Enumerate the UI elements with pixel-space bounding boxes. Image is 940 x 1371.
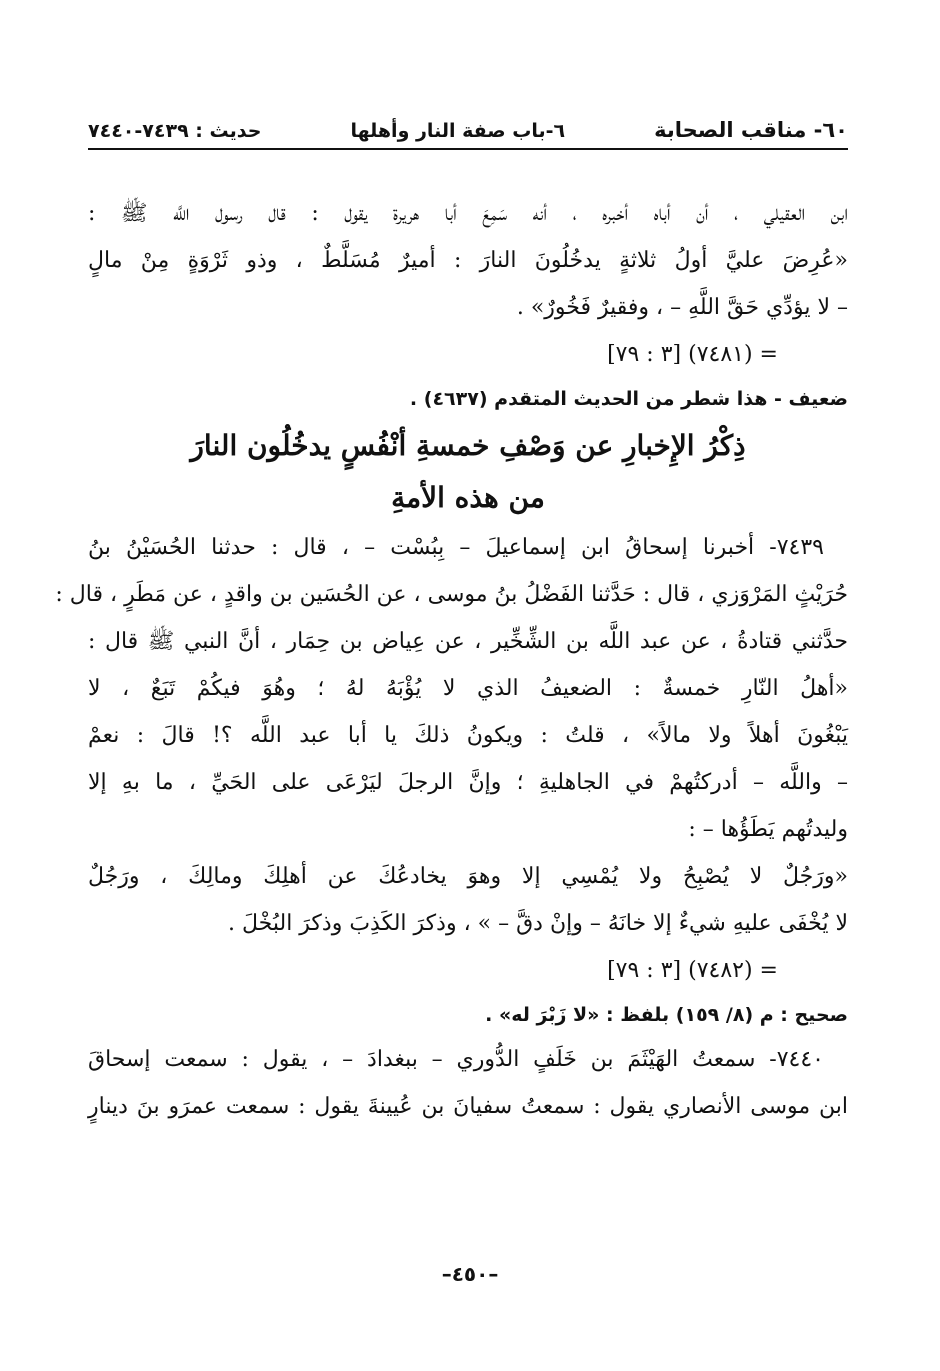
text-line: – لا يؤدِّي حَقَّ اللَّهِ – ، وفقيرٌ فَخُورٌ» . [516,295,848,320]
header-rule [88,148,848,150]
hadith-line: حُرَيْثٍ المَرْوَزي ، قال : حَدَّثنا الفَضْلُ بنُ موسى ، عن الحُسَين بن واقدٍ ، عن مَطَرٍ ، قال : [55,582,848,607]
hadith-line: ٧٤٤٠- سمعتُ الهَيْثَمَ بن خَلَفٍ الدُّوري – ببغدادَ – ، يقول : سمعت إسحاقَ [88,1047,824,1072]
hadith-line: – واللَّه – أدركتُهمْ في الجاهليةِ ؛ وإنَّ الرجلَ ليَرْعَى على الحَيِّ ، ما بهِ إلا [88,770,848,795]
running-header [88,108,848,142]
hadith-line: «أهلُ النّارِ خمسةٌ : الضعيفُ الذي لا يُؤْبَهُ لهُ ؛ وهُوَ فيكُمْ تَبَعٌ ، لا [88,676,848,701]
header-section: ٦-باب صفة النار وأهلها [350,120,566,142]
hadith-line: وليدتُهم يَطَؤُها – : [688,817,848,842]
section-title-line-2: من هذه الأمةِ [391,481,545,514]
hadith-line: حدَّثني قتادةُ ، عن عبد اللَّه بن الشِّخِّير ، عن عِياض بن حِمَار ، أنَّ النبي ﷺ قال : [88,629,848,654]
hadith-line: لا يُخْفَى عليهِ شيءٌ إلا خانَهُ – وإنْ دقَّ – » ، وذكرَ الكَذِبَ وذكرَ البُخْلَ . [228,911,848,936]
hadith-line: ٧٤٣٩- أخبرنا إسحاقُ ابن إسماعيلَ – بِبُسْت – ، قال : حدثنا الحُسَيْنُ بنُ [88,535,824,560]
body-text [55,190,848,1130]
header-hadith-range: حديث : ٧٤٣٩-٧٤٤٠ [88,120,262,142]
page-number: –٤٥٠– [441,1262,499,1286]
text-line: «عُرِضَ عليَّ أولُ ثلاثةٍ يدخُلُونَ النارَ : أميرٌ مُسَلَّطٌ ، وذو ثَرْوَةٍ مِنْ مالٍ [88,248,848,273]
cross-reference: = (٧٤٨٢) [٣ : ٧٩] [607,958,778,983]
hadith-line: ابن موسى الأنصاري يقول : سمعتُ سفيانَ بن عُيينةَ يقول : سمعت عمرَو بنَ دينارٍ [88,1094,848,1119]
hadith-line: يَبْغُونَ أهلاً ولا مالاً» ، قلتُ : ويكونُ ذلكَ يا أبا عبد اللَّه ؟! قالَ : نعمْ [88,723,848,748]
header-chapter: ٦٠- مناقب الصحابة [654,118,848,142]
grading-note: ضعيف - هذا شطر من الحديث المتقدم (٤٦٣٧) . [409,388,848,410]
section-title-line-1: ذِكْرُ الإِخبارِ عن وَصْفِ خمسةِ أنْفُسٍ يدخُلُون النارَ [190,429,746,462]
grading-note: صحيح : م (٨/ ١٥٩) بلفظ : «لا زَبْرَ له» . [485,1004,848,1026]
cross-reference: = (٧٤٨١) [٣ : ٧٩] [607,342,778,367]
text-line: ابن العقيلي ، أن أباه أخبره ، أنه سَمِعَ أبا هريرة يقول : قال رسول اللَّه ﷺ : [88,201,848,226]
hadith-line: «ورَجُلٌ لا يُصْبِحُ ولا يُمْسِي إلا وهوَ يخادعُكَ عن أهلِكَ ومالِكَ ، ورَجُلٌ [88,864,848,889]
